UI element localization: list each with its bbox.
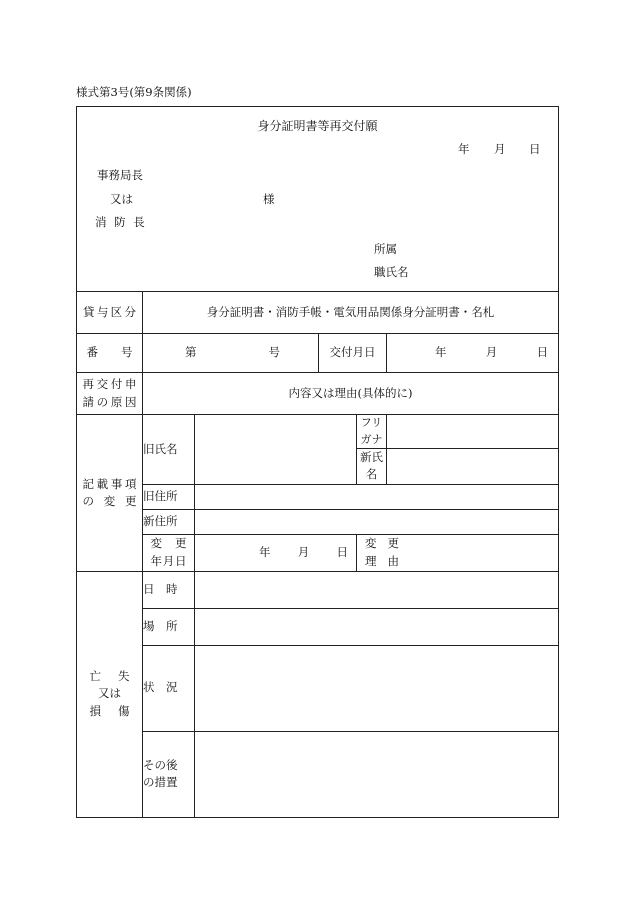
header-date-day: 日 [529,142,541,156]
change-date-label-line2: 年月日 [150,553,187,568]
name-label: 職氏名 [374,265,409,279]
change-date-label-cell [143,534,195,571]
loss-aftermath-label-line1: その後 [143,757,178,772]
reason-label-line2: 請の原因 [82,394,137,409]
reason-label-cell [77,373,143,415]
loss-situation-value[interactable] [195,645,559,731]
number-dai: 第 [185,345,197,360]
loss-label-line1: 亡 失 [89,669,130,684]
changes-label-line2: の 変 更 [82,493,137,508]
loss-aftermath-value[interactable] [195,731,559,817]
loss-label-line3: 損 傷 [89,703,130,718]
issue-date-label: 交付月日 [319,334,387,373]
loan-category-label-cell [77,292,143,334]
loss-situation-label: 状 況 [143,645,195,731]
issue-date-value-cell [387,334,559,373]
addressee-fire-chief: 消 防 長 [95,215,147,229]
loss-datetime-label: 日 時 [143,571,195,608]
loan-category-label: 貸与区分 [83,304,136,319]
change-reason-label-cell [357,534,559,571]
reason-label-line1: 再交付申 [82,377,137,392]
number-value-cell [143,334,319,373]
loan-category-value: 身分証明書・消防手帳・電気用品関係身分証明書・名札 [143,292,559,334]
new-address-label: 新住所 [143,509,195,534]
loss-label-line2: 又は [98,686,121,701]
addressee-or: 又は [110,192,133,206]
new-name-value[interactable] [387,449,559,485]
old-name-label: 旧氏名 [143,415,195,485]
loss-place-label: 場 所 [143,608,195,645]
change-reason-label-line1: 変 更 [365,536,399,551]
loss-aftermath-label-cell [143,731,195,817]
change-date-month: 月 [297,544,310,559]
issue-date-month: 月 [485,345,498,360]
form-number-label: 様式第3号(第9条関係) [76,85,192,99]
loss-label-cell [77,571,143,817]
number-go: 号 [268,345,280,360]
header-date-year: 年 [458,142,470,156]
header-date-month: 月 [494,142,506,156]
old-name-value[interactable] [195,415,357,485]
furigana-value[interactable] [387,415,559,449]
issue-date-year: 年 [435,345,447,360]
loss-place-value[interactable] [195,608,559,645]
change-date-year: 年 [259,544,271,559]
change-date-label-line1: 変 更 [150,536,187,551]
new-name-label: 新氏名 [357,449,387,485]
changes-label-cell [77,415,143,572]
loss-datetime-value[interactable] [195,571,559,608]
addressee-secretary-general: 事務局長 [97,168,143,182]
old-address-label: 旧住所 [143,484,195,509]
issue-date-day: 日 [536,345,549,360]
new-address-value[interactable] [195,509,559,534]
old-address-value[interactable] [195,484,559,509]
furigana-label: フリガナ [357,415,387,449]
reissue-application-form [76,106,559,818]
change-reason-label-line2: 理 由 [365,553,399,568]
changes-label-line1: 記載事項 [82,476,137,491]
header-section [77,107,559,292]
change-date-value-cell [195,534,357,571]
number-label: 番 号 [77,334,143,373]
change-date-day: 日 [336,544,348,559]
loss-aftermath-label-line2: の措置 [143,775,178,789]
form-title: 身分証明書等再交付願 [257,119,378,133]
honorific-sama: 様 [263,192,275,206]
reason-value: 内容又は理由(具体的に) [143,373,559,415]
affiliation-label: 所属 [374,242,397,256]
